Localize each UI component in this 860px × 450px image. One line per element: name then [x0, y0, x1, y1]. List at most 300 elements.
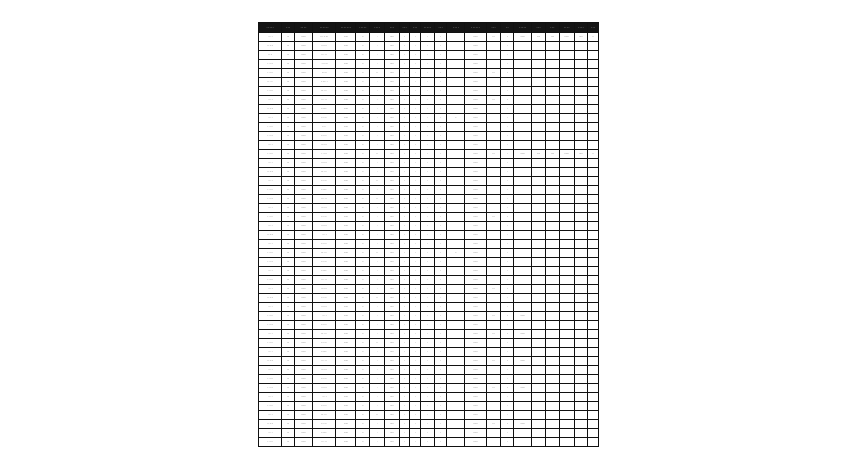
table-row — [259, 159, 599, 168]
table-cell — [313, 348, 336, 357]
table-cell — [465, 357, 486, 366]
cell-text: - — [440, 134, 441, 137]
cell-text: - — [427, 215, 428, 218]
table-cell — [313, 33, 336, 42]
table-cell — [545, 51, 559, 60]
table-cell — [545, 132, 559, 141]
table-cell — [370, 429, 385, 438]
table-cell — [574, 204, 588, 213]
table-cell — [588, 231, 599, 240]
table-cell — [259, 321, 282, 330]
cell-text: --- — [287, 269, 290, 272]
table-cell — [447, 204, 465, 213]
cell-text: -- — [362, 53, 364, 56]
table-cell — [514, 240, 532, 249]
cell-text: -- ---- - — [320, 431, 328, 434]
table-cell — [295, 222, 313, 231]
table-header-row — [259, 23, 599, 33]
cell-text: - — [506, 350, 508, 353]
table-cell — [420, 303, 434, 312]
table-cell — [447, 321, 465, 330]
cell-text: - — [440, 287, 441, 290]
cell-text: - — [376, 125, 378, 128]
table-cell — [282, 402, 295, 411]
table-cell — [588, 69, 599, 78]
table-cell — [465, 186, 486, 195]
table-cell — [447, 366, 465, 375]
table-cell — [532, 402, 546, 411]
cell-text: ------ — [343, 134, 349, 137]
cell-text: ----- — [390, 161, 394, 164]
cell-text: ------ — [473, 134, 478, 137]
table-cell — [486, 330, 501, 339]
cell-text: - — [427, 341, 428, 344]
table-cell — [434, 186, 447, 195]
cell-text: ------ — [343, 35, 349, 38]
cell-text: --- — [287, 404, 290, 407]
table-cell — [313, 60, 336, 69]
table-cell — [282, 258, 295, 267]
cell-text: ----- — [390, 251, 394, 254]
cell-text: - — [404, 413, 405, 416]
table-cell — [447, 33, 465, 42]
table-cell — [465, 51, 486, 60]
cell-text: - — [404, 89, 405, 92]
table-cell — [259, 132, 282, 141]
cell-text: - - - - — [267, 395, 273, 398]
table-cell — [514, 33, 532, 42]
table-cell — [588, 375, 599, 384]
cell-text: - — [440, 215, 441, 218]
cell-text: - — [440, 143, 441, 146]
table-cell — [385, 60, 400, 69]
table-cell — [295, 402, 313, 411]
table-cell — [434, 366, 447, 375]
cell-text: -- — [362, 44, 364, 47]
cell-text: - — [506, 80, 508, 83]
table-cell — [574, 87, 588, 96]
table-cell — [399, 240, 410, 249]
cell-text: - - - - — [267, 368, 273, 371]
cell-text: - — [506, 152, 508, 155]
table-cell — [447, 330, 465, 339]
table-cell — [486, 420, 501, 429]
table-cell — [532, 51, 546, 60]
cell-text: - — [506, 323, 508, 326]
table-cell — [385, 384, 400, 393]
table-cell — [434, 240, 447, 249]
table-cell — [514, 51, 532, 60]
cell-text: - — [440, 332, 441, 335]
table-cell — [559, 33, 574, 42]
cell-text: - — [440, 323, 441, 326]
table-cell — [370, 195, 385, 204]
table-cell — [486, 42, 501, 51]
cell-text: ----- — [390, 53, 394, 56]
cell-text: - — [376, 215, 378, 218]
table-cell — [385, 285, 400, 294]
table-cell — [313, 393, 336, 402]
table-cell — [434, 438, 447, 447]
cell-text: ----- — [390, 440, 394, 443]
table-cell — [532, 267, 546, 276]
column-header: - - - — [545, 23, 559, 33]
cell-text: - - - -- — [267, 260, 273, 263]
table-cell — [385, 159, 400, 168]
table-cell — [559, 123, 574, 132]
cell-text: ----- — [390, 62, 394, 65]
cell-text: --- — [287, 80, 290, 83]
table-cell — [465, 195, 486, 204]
table-cell — [336, 132, 356, 141]
table-cell — [282, 330, 295, 339]
table-cell — [410, 375, 421, 384]
cell-text: --- — [287, 341, 290, 344]
cell-text: - — [376, 260, 378, 263]
table-row — [259, 285, 599, 294]
table-cell — [465, 366, 486, 375]
table-cell — [514, 159, 532, 168]
table-cell — [259, 105, 282, 114]
table-cell — [336, 195, 356, 204]
cell-text: ------ — [343, 323, 349, 326]
cell-text: - - -- - — [321, 152, 327, 155]
cell-text: - — [404, 215, 405, 218]
cell-text: -- — [592, 35, 594, 38]
table-cell — [501, 87, 514, 96]
table-cell — [399, 195, 410, 204]
table-row — [259, 240, 599, 249]
table-cell — [465, 132, 486, 141]
table-cell — [588, 285, 599, 294]
cell-text: - — [427, 278, 428, 281]
table-cell — [282, 33, 295, 42]
table-cell — [336, 69, 356, 78]
table-row — [259, 375, 599, 384]
table-cell — [588, 303, 599, 312]
cell-text: -- - - — [322, 125, 327, 128]
table-cell — [559, 312, 574, 321]
cell-text: -- — [362, 152, 364, 155]
table-row — [259, 33, 599, 42]
cell-text: - - -- - — [267, 251, 273, 254]
table-cell — [295, 276, 313, 285]
cell-text: --- — [287, 206, 290, 209]
column-header: - - - — [282, 23, 295, 33]
table-cell — [545, 105, 559, 114]
table-cell — [259, 240, 282, 249]
cell-text: ----- — [390, 242, 394, 245]
table-cell — [313, 267, 336, 276]
table-cell — [588, 186, 599, 195]
table-row — [259, 177, 599, 186]
cell-text: -- - - - — [321, 98, 327, 101]
table-cell — [447, 231, 465, 240]
table-cell — [356, 420, 370, 429]
table-cell — [588, 312, 599, 321]
table-cell — [545, 96, 559, 105]
cell-text: - - -- -- — [267, 170, 274, 173]
cell-text: -- — [362, 260, 364, 263]
cell-text: -- — [362, 350, 364, 353]
cell-text: - — [506, 197, 508, 200]
cell-text: -- - -- - — [321, 422, 328, 425]
cell-text: - - -- - — [267, 152, 273, 155]
cell-text: - — [404, 251, 405, 254]
table-cell — [295, 168, 313, 177]
cell-text: - — [506, 179, 508, 182]
table-cell — [434, 267, 447, 276]
table-cell — [282, 186, 295, 195]
table-cell — [356, 42, 370, 51]
cell-text: -- - -- - — [321, 341, 328, 344]
cell-text: - — [404, 314, 405, 317]
table-cell — [486, 213, 501, 222]
table-cell — [399, 348, 410, 357]
table-cell — [370, 168, 385, 177]
cell-text: --- — [287, 125, 290, 128]
table-cell — [532, 231, 546, 240]
cell-text: ------ — [301, 314, 306, 317]
table-cell — [399, 105, 410, 114]
cell-text: ------ — [473, 125, 478, 128]
cell-text: ----- — [579, 35, 583, 38]
table-cell — [313, 375, 336, 384]
table-cell — [501, 159, 514, 168]
cell-text: -- — [362, 224, 364, 227]
cell-text: - - - - — [267, 350, 273, 353]
table-cell — [501, 150, 514, 159]
cell-text: - — [427, 296, 428, 299]
cell-text: ----- — [390, 98, 394, 101]
table-cell — [259, 411, 282, 420]
cell-text: - - - - — [321, 233, 327, 236]
table-cell — [588, 222, 599, 231]
table-cell — [410, 267, 421, 276]
table-cell — [336, 258, 356, 267]
table-cell — [259, 267, 282, 276]
cell-text: - — [376, 134, 378, 137]
cell-text: - — [506, 260, 508, 263]
table-cell — [336, 294, 356, 303]
table-cell — [282, 348, 295, 357]
table-cell — [313, 303, 336, 312]
table-cell — [486, 231, 501, 240]
cell-text: ------ — [473, 98, 478, 101]
cell-text: - — [506, 188, 508, 191]
table-cell — [574, 429, 588, 438]
table-cell — [465, 276, 486, 285]
cell-text: - — [440, 305, 441, 308]
cell-text: - — [440, 44, 441, 47]
cell-text: ----- — [390, 233, 394, 236]
cell-text: ----- — [390, 116, 394, 119]
table-cell — [336, 123, 356, 132]
table-cell — [295, 429, 313, 438]
table-cell — [336, 438, 356, 447]
table-row — [259, 105, 599, 114]
cell-text: -- — [362, 323, 364, 326]
table-cell — [282, 276, 295, 285]
table-cell — [399, 267, 410, 276]
table-cell — [434, 384, 447, 393]
cell-text: - — [404, 359, 405, 362]
table-cell — [370, 411, 385, 420]
table-cell — [420, 429, 434, 438]
table-cell — [486, 393, 501, 402]
cell-text: ------ — [473, 71, 478, 74]
table-cell — [399, 366, 410, 375]
cell-text: -- — [506, 35, 509, 38]
cell-text: ------ — [343, 197, 349, 200]
cell-text: ------ — [473, 413, 478, 416]
cell-text: - — [427, 269, 428, 272]
table-cell — [532, 321, 546, 330]
table-cell — [465, 411, 486, 420]
cell-text: - — [414, 188, 416, 191]
table-cell — [295, 384, 313, 393]
table-cell — [399, 141, 410, 150]
cell-text: -- - — [492, 35, 495, 38]
table-cell — [501, 420, 514, 429]
table-cell — [532, 42, 546, 51]
cell-text: - — [427, 251, 428, 254]
cell-text: --- — [287, 413, 290, 416]
table-cell — [486, 105, 501, 114]
cell-text: -- — [362, 422, 364, 425]
table-cell — [420, 150, 434, 159]
table-cell — [486, 384, 501, 393]
cell-text: ------ — [520, 386, 525, 389]
table-cell — [465, 438, 486, 447]
table-cell — [336, 285, 356, 294]
table-cell — [447, 159, 465, 168]
table-cell — [410, 420, 421, 429]
cell-text: - — [427, 98, 428, 101]
table-cell — [434, 51, 447, 60]
table-cell — [295, 240, 313, 249]
table-cell — [574, 312, 588, 321]
cell-text: - - - -- — [267, 386, 273, 389]
table-cell — [356, 33, 370, 42]
cell-text: - — [404, 71, 405, 74]
table-cell — [313, 96, 336, 105]
table-cell — [588, 123, 599, 132]
table-cell — [486, 141, 501, 150]
cell-text: - — [404, 179, 405, 182]
table-cell — [336, 204, 356, 213]
cell-text: ------ — [301, 413, 306, 416]
table-cell — [588, 240, 599, 249]
cell-text: - — [414, 323, 416, 326]
table-cell — [385, 330, 400, 339]
cell-text: - — [414, 242, 416, 245]
table-cell — [385, 150, 400, 159]
cell-text: - — [427, 305, 428, 308]
table-cell — [259, 249, 282, 258]
cell-text: -- ---- - — [320, 269, 328, 272]
cell-text: ------ — [473, 314, 478, 317]
cell-text: -- — [506, 332, 509, 335]
table-cell — [410, 393, 421, 402]
table-cell — [295, 312, 313, 321]
table-cell — [410, 285, 421, 294]
table-cell — [410, 231, 421, 240]
table-cell — [514, 78, 532, 87]
cell-text: - - -- - — [267, 125, 273, 128]
cell-text: ------ — [301, 188, 306, 191]
table-cell — [465, 69, 486, 78]
table-cell — [532, 303, 546, 312]
cell-text: - — [404, 125, 405, 128]
table-cell — [501, 339, 514, 348]
cell-text: ------ — [343, 80, 349, 83]
table-cell — [574, 42, 588, 51]
table-cell — [514, 285, 532, 294]
table-cell — [259, 303, 282, 312]
table-cell — [559, 96, 574, 105]
table-cell — [356, 429, 370, 438]
table-cell — [420, 204, 434, 213]
cell-text: - — [376, 53, 378, 56]
table-cell — [356, 249, 370, 258]
table-cell — [434, 357, 447, 366]
table-cell — [399, 177, 410, 186]
cell-text: --- --- — [321, 71, 327, 74]
table-cell — [447, 114, 465, 123]
table-cell — [514, 114, 532, 123]
table-cell — [574, 78, 588, 87]
table-cell — [501, 402, 514, 411]
table-cell — [410, 96, 421, 105]
table-cell — [559, 375, 574, 384]
table-cell — [532, 159, 546, 168]
table-cell — [282, 123, 295, 132]
table-cell — [574, 339, 588, 348]
table-cell — [574, 159, 588, 168]
table-cell — [501, 222, 514, 231]
cell-text: -- — [362, 341, 364, 344]
table-cell — [336, 348, 356, 357]
table-cell — [295, 285, 313, 294]
table-cell — [385, 366, 400, 375]
table-cell — [399, 303, 410, 312]
table-cell — [336, 33, 356, 42]
cell-text: - — [440, 413, 441, 416]
cell-text: - — [414, 422, 416, 425]
table-cell — [574, 150, 588, 159]
table-cell — [447, 168, 465, 177]
cell-text: - - -- - — [267, 215, 273, 218]
table-cell — [370, 42, 385, 51]
table-cell — [545, 195, 559, 204]
table-cell — [434, 177, 447, 186]
table-cell — [356, 384, 370, 393]
cell-text: ----- — [390, 341, 394, 344]
table-cell — [313, 78, 336, 87]
cell-text: - — [427, 179, 428, 182]
table-cell — [356, 78, 370, 87]
table-cell — [545, 348, 559, 357]
table-cell — [356, 159, 370, 168]
table-cell — [420, 267, 434, 276]
table-cell — [420, 438, 434, 447]
table-cell — [434, 150, 447, 159]
cell-text: ------ — [473, 386, 478, 389]
table-cell — [399, 159, 410, 168]
cell-text: - — [376, 116, 378, 119]
cell-text: - — [414, 233, 416, 236]
